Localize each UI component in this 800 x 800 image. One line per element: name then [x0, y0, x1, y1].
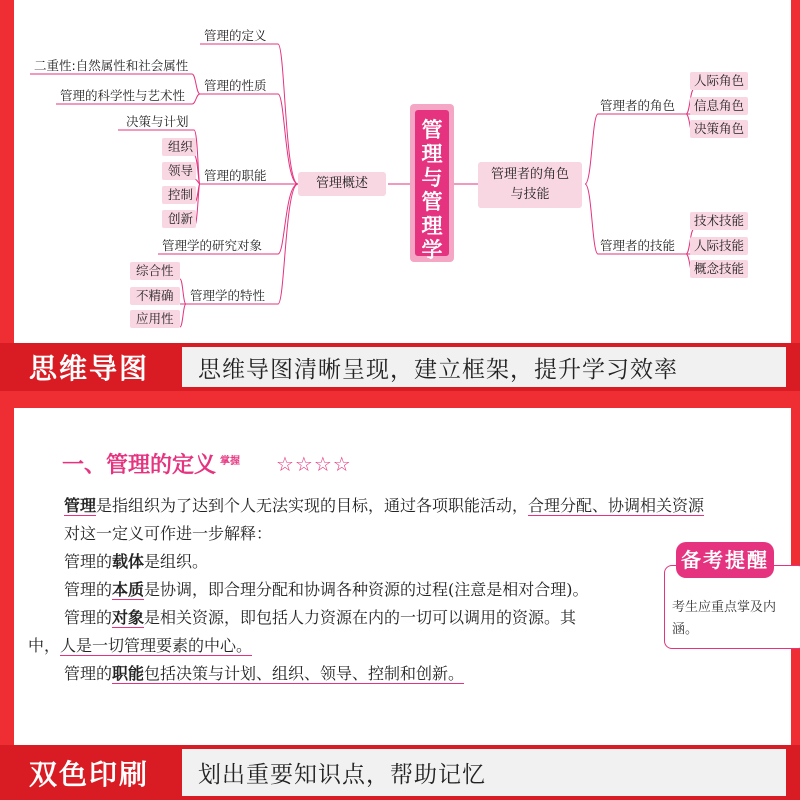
mindmap-role-item: 信息角色 — [694, 98, 745, 113]
text: 管理的 — [64, 664, 113, 683]
banner-description: 思维导图清晰呈现，建立框架，提升学习效率 — [182, 347, 786, 387]
feature-banner-mindmap — [0, 343, 800, 391]
mindmap-skill-item: 技术技能 — [694, 213, 745, 228]
exam-tip-text: 考生应重点掌及内涵。 — [672, 600, 777, 637]
mindmap-skill: 管理者的技能 — [600, 238, 676, 253]
text: 中， — [28, 636, 61, 655]
mindmap-func-item: 控制 — [168, 187, 194, 202]
mindmap-object: 管理学的研究对象 — [162, 238, 263, 253]
paragraph-object — [64, 608, 576, 628]
importance-stars-icon: ☆☆☆☆ — [276, 452, 352, 476]
mindmap-center-label: 管理与管理学 — [415, 110, 449, 256]
paragraph-definition — [64, 496, 704, 516]
text: 是组织。 — [144, 552, 209, 571]
mindmap-func-item: 领导 — [168, 163, 194, 178]
mindmap-func-item: 决策与计划 — [126, 114, 189, 129]
mindmap-center-node — [410, 104, 454, 262]
paragraph-functions — [64, 664, 464, 684]
mindmap-nature-1: 二重性:自然属性和社会属性 — [34, 58, 189, 73]
mindmap-feat-item: 综合性 — [136, 263, 174, 278]
mindmap-right-main: 管理者的角色与技能 — [478, 162, 582, 208]
term-functions: 职能 — [112, 664, 145, 683]
text: 管理的 — [64, 552, 113, 571]
term-object: 对象 — [112, 608, 145, 627]
mindmap-skill-item: 概念技能 — [694, 261, 745, 276]
paragraph-object-cont — [28, 636, 252, 656]
exam-tip-title: 备考提醒 — [676, 542, 774, 578]
term-management: 管理 — [64, 496, 97, 515]
banner-tag: 思维导图 — [0, 343, 178, 391]
definition-underlined: 合理分配、协调相关资源 — [528, 496, 705, 515]
text: 管理的 — [64, 580, 113, 599]
text: 是相关资源，即包括人力资源在内的一切可以调用的资源。其 — [144, 608, 577, 627]
section-title — [62, 448, 240, 479]
mindmap-feat-item: 不精确 — [136, 288, 174, 303]
mindmap-nature: 管理的性质 — [204, 78, 267, 93]
underlined-text: 包括决策与计划、组织、领导、控制和创新。 — [144, 664, 465, 683]
mindmap-feat-item: 应用性 — [136, 311, 174, 326]
mindmap-func: 管理的职能 — [204, 168, 267, 183]
banner-tag: 双色印刷 — [0, 745, 178, 800]
text: 是协调，即合理分配和协调各种资源的过程(注意是相对合理)。 — [144, 580, 589, 599]
paragraph-carrier — [64, 552, 208, 572]
mastery-tag: 掌握 — [220, 455, 241, 467]
mindmap-def: 管理的定义 — [204, 28, 267, 43]
mindmap-role-item: 人际角色 — [694, 73, 745, 88]
mindmap-feat: 管理学的特性 — [190, 288, 266, 303]
text: 管理的 — [64, 608, 113, 627]
mindmap-func-item: 创新 — [168, 211, 194, 226]
paragraph-essence — [64, 580, 589, 600]
term-carrier: 载体 — [112, 552, 145, 571]
mindmap-role-item: 决策角色 — [694, 121, 745, 136]
banner-description: 划出重要知识点，帮助记忆 — [182, 749, 786, 796]
feature-banner-print — [0, 745, 800, 800]
term-essence: 本质 — [112, 580, 145, 599]
mindmap-nature-2: 管理的科学性与艺术性 — [60, 88, 186, 103]
mindmap-skill-item: 人际技能 — [694, 238, 745, 253]
mindmap-role: 管理者的角色 — [600, 98, 676, 113]
underlined-text: 人是一切管理要素的中心。 — [60, 636, 253, 655]
paragraph-explain: 对这一定义可作进一步解释： — [64, 524, 273, 543]
definition-text: 是指组织为了达到个人无法实现的目标，通过各项职能活动， — [96, 496, 529, 515]
mindmap-func-item: 组织 — [168, 139, 194, 154]
mindmap-left-main: 管理概述 — [298, 172, 386, 196]
section-title-text: 一、管理的定义 — [62, 452, 217, 478]
mindmap-lines — [0, 0, 800, 343]
